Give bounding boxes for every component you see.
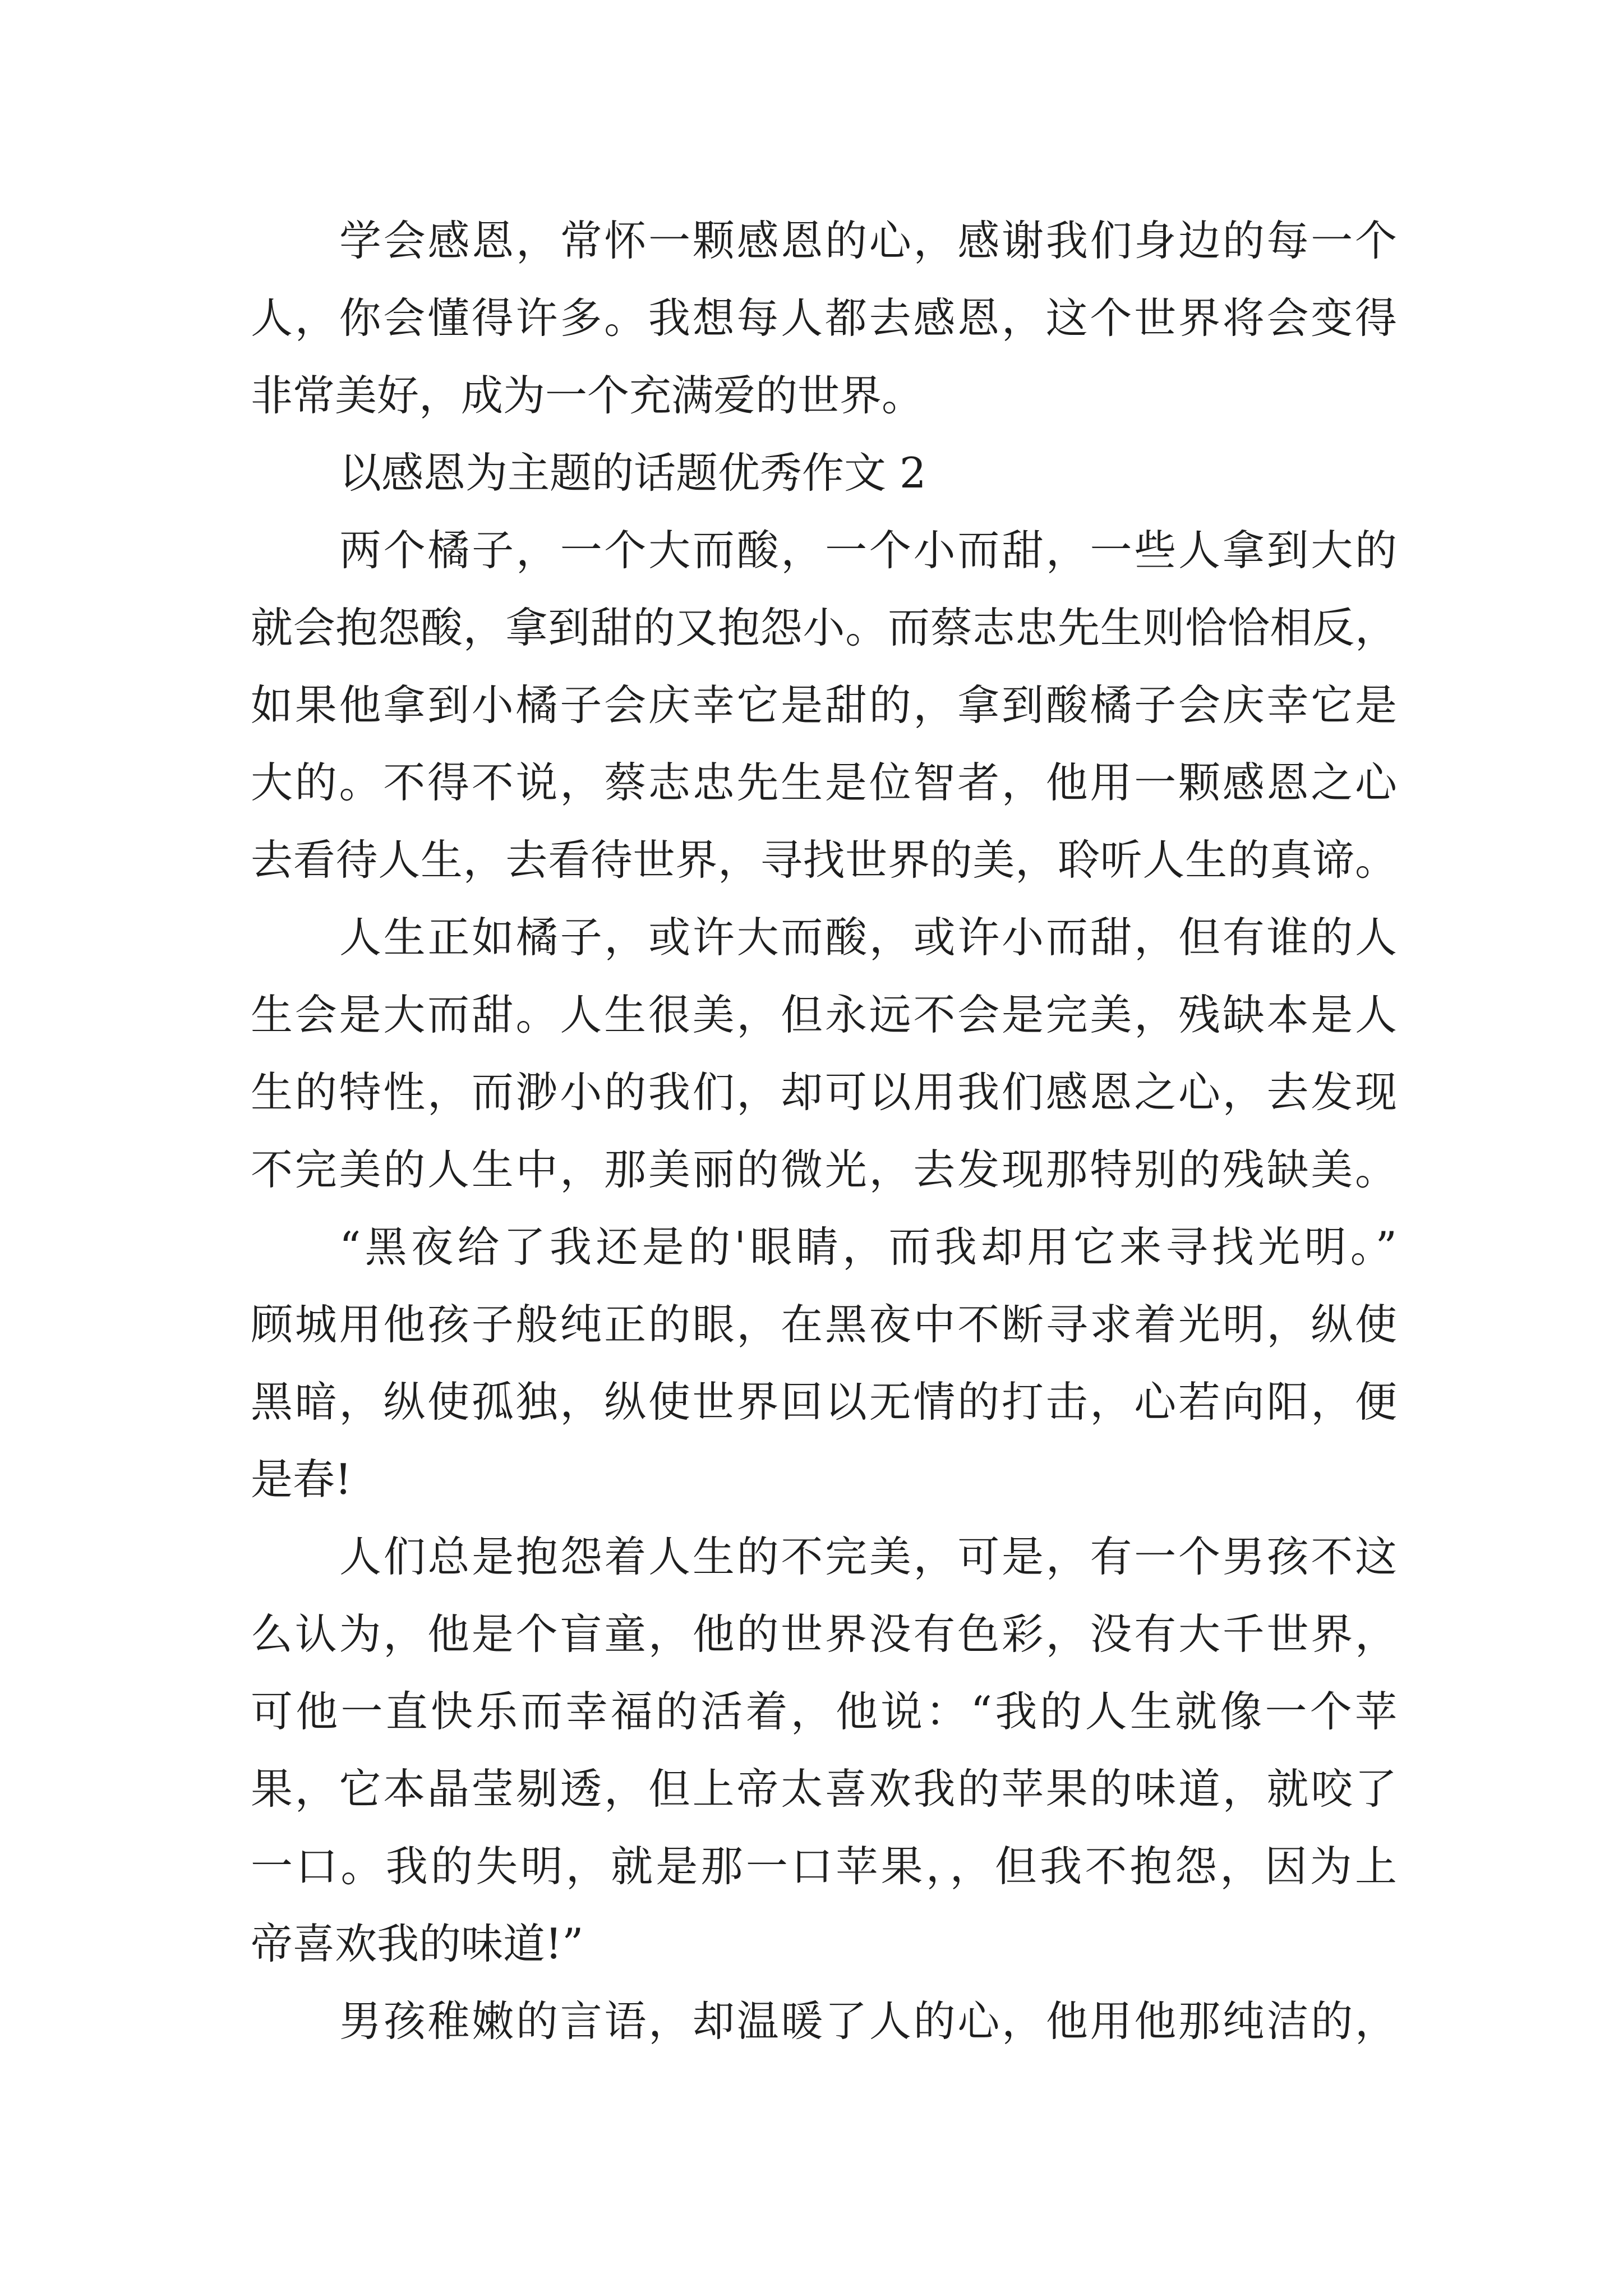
text-line: 可他一直快乐而幸福的活着，他说：“我的人生就像一个苹 — [251, 1687, 1397, 1736]
paragraph — [251, 1518, 1397, 1982]
text-line: 男孩稚嫩的言语，却温暖了人的心，他用他那纯洁的， — [339, 1996, 1397, 2046]
text-line: 大的。不得不说，蔡志忠先生是位智者，他用一颗感恩之心 — [251, 758, 1397, 807]
text-line: 去看待人生，去看待世界，寻找世界的美，聆听人生的真谛。 — [251, 835, 1397, 885]
text-line: 生会是大而甜。人生很美，但永远不会是完美，残缺本是人 — [251, 990, 1397, 1039]
text-line: 一口。我的失明，就是那一口苹果，，但我不抱怨，因为上 — [251, 1842, 1397, 1891]
paragraph — [251, 202, 1397, 434]
text-line: 么认为，他是个盲童，他的世界没有色彩，没有大千世界， — [251, 1609, 1397, 1659]
paragraph — [251, 899, 1397, 1208]
paragraph — [251, 1982, 1397, 2060]
text-line: 顾城用他孩子般纯正的眼，在黑夜中不断寻求着光明，纵使 — [251, 1300, 1397, 1349]
text-line: 两个橘子，一个大而酸，一个小而甜，一些人拿到大的 — [339, 526, 1397, 575]
text-line: 生的特性，而渺小的我们，却可以用我们感恩之心，去发现 — [251, 1068, 1397, 1117]
text-line: 人生正如橘子，或许大而酸，或许小而甜，但有谁的人 — [339, 913, 1397, 962]
text-line: 是春! — [251, 1455, 352, 1504]
text-line: 人，你会懂得许多。我想每人都去感恩，这个世界将会变得 — [251, 293, 1397, 343]
paragraph — [251, 1208, 1397, 1518]
text-line: 学会感恩，常怀一颗感恩的心，感谢我们身边的每一个 — [339, 216, 1397, 265]
text-line: 果，它本晶莹剔透，但上帝太喜欢我的苹果的味道，就咬了 — [251, 1764, 1397, 1814]
text-line: 不完美的人生中，那美丽的微光，去发现那特别的残缺美。 — [251, 1145, 1397, 1194]
document-body — [251, 202, 1397, 2060]
text-line: 人们总是抱怨着人生的不完美，可是，有一个男孩不这 — [339, 1532, 1397, 1581]
text-line: 黑暗，纵使孤独，纵使世界回以无情的打击，心若向阳，便 — [251, 1377, 1397, 1427]
text-line: 帝喜欢我的味道!” — [251, 1919, 584, 1968]
section-heading — [251, 434, 1397, 512]
text-line: 如果他拿到小橘子会庆幸它是甜的，拿到酸橘子会庆幸它是 — [251, 680, 1397, 730]
text-line: “黑夜给了我还是的'眼睛，而我却用它来寻找光明。” — [339, 1222, 1397, 1272]
text-line: 非常美好，成为一个充满爱的世界。 — [251, 371, 924, 420]
heading-text: 以感恩为主题的话题优秀作文 2 — [339, 448, 926, 498]
text-line: 就会抱怨酸，拿到甜的又抱怨小。而蔡志忠先生则恰恰相反， — [251, 603, 1397, 652]
paragraph — [251, 512, 1397, 899]
